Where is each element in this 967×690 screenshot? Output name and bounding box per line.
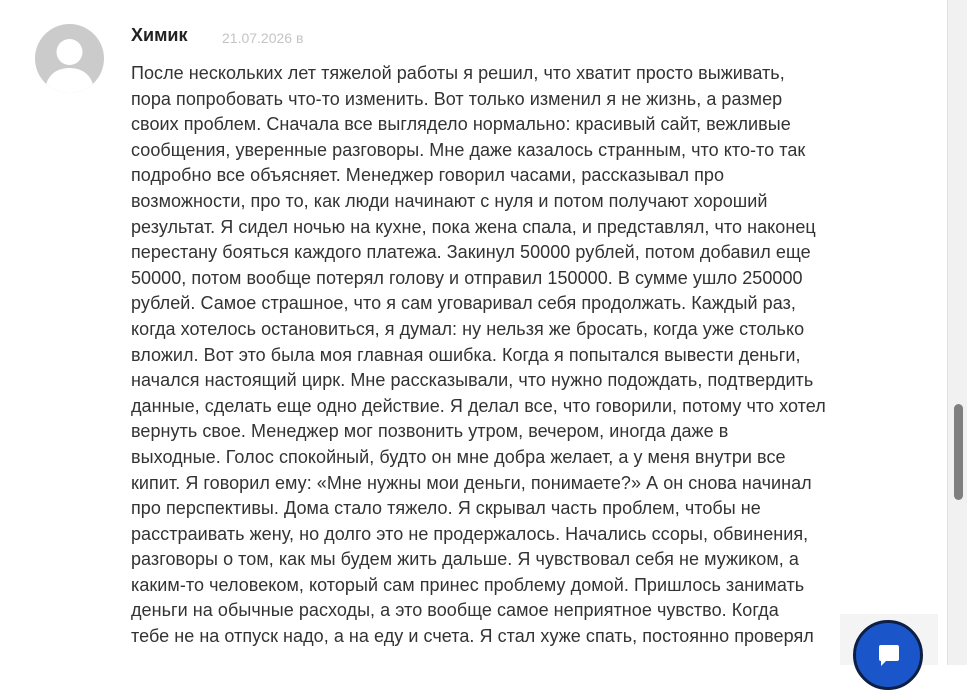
chat-button[interactable] (853, 620, 923, 690)
comment-author: Химик (131, 25, 188, 45)
comment-line: выходные. Голос спокойный, будто он мне добра желает, а у меня внутри все (131, 446, 786, 467)
comment-line: перестану бояться каждого платежа. Закинул 50000 рублей, потом добавил еще (131, 242, 811, 263)
comment-date: 21.07.2026 в (222, 30, 304, 46)
comment-line: 50000, потом вообще потерял голову и отправил 150000. В сумме ушло 250000 (131, 267, 803, 288)
comment-line: тебе не на отпуск надо, а на еду и счета. Я стал хуже спать, постоянно проверял (131, 626, 814, 647)
comment-line: сообщения, уверенные разговоры. Мне даже казалось странным, что кто-то так (131, 139, 806, 160)
comment-line: результат. Я сидел ночью на кухне, пока жена спала, и представлял, что наконец (131, 216, 816, 237)
comment-line: деньги на обычные расходы, а это вообще самое неприятное чувство. Когда (131, 600, 779, 621)
scrollbar-track[interactable] (947, 0, 967, 665)
comment-line: После нескольких лет тяжелой работы я решил, что хватит просто выживать, (131, 63, 785, 83)
comment-line: вернуть свое. Менеджер мог позвонить утром, вечером, иногда даже в (131, 421, 729, 442)
comment-line: расстраивать жену, но долго это не продержалось. Начались ссоры, обвинения, (131, 523, 809, 544)
comment-line: возможности, про то, как люди начинают с нуля и потом получают хороший (131, 190, 768, 211)
avatar (35, 24, 104, 93)
comment-line: подробно все объясняет. Менеджер говорил часами, рассказывал про (131, 165, 725, 186)
chat-bubble-icon (876, 643, 902, 669)
comment-line: разговоры о том, как мы будем жить дальше. Я чувствовал себя не мужиком, а (131, 549, 799, 570)
comment-line: своих проблем. Сначала все выглядело нормально: красивый сайт, вежливые (131, 114, 791, 135)
comment-line: кипит. Я говорил ему: «Мне нужны мои деньги, понимаете?» А он снова начинал (131, 472, 812, 493)
comment-line: вложил. Вот это была моя главная ошибка. Когда я попытался вывести деньги, (131, 344, 801, 365)
comment-line: пора попробовать что-то изменить. Вот только изменил я не жизнь, а размер (131, 88, 783, 109)
user-placeholder-icon (35, 24, 104, 93)
comment-line: данные, сделать еще одно действие. Я делал все, что говорили, потому что хотел (131, 395, 826, 416)
comment-text (131, 61, 871, 650)
comment-line: когда хотелось остановиться, я думал: ну нельзя же бросать, когда уже столько (131, 318, 805, 339)
comment-line: рублей. Самое страшное, что я сам уговаривал себя продолжать. Каждый раз, (131, 293, 796, 314)
comment-line: начался настоящий цирк. Мне рассказывали, что нужно подождать, подтвердить (131, 370, 814, 391)
scrollbar-thumb[interactable] (954, 404, 963, 500)
comment-line: про перспективы. Дома стало тяжело. Я скрывал часть проблем, чтобы не (131, 498, 761, 519)
comment-line: каким-то человеком, который сам принес проблему домой. Пришлось занимать (131, 574, 805, 595)
